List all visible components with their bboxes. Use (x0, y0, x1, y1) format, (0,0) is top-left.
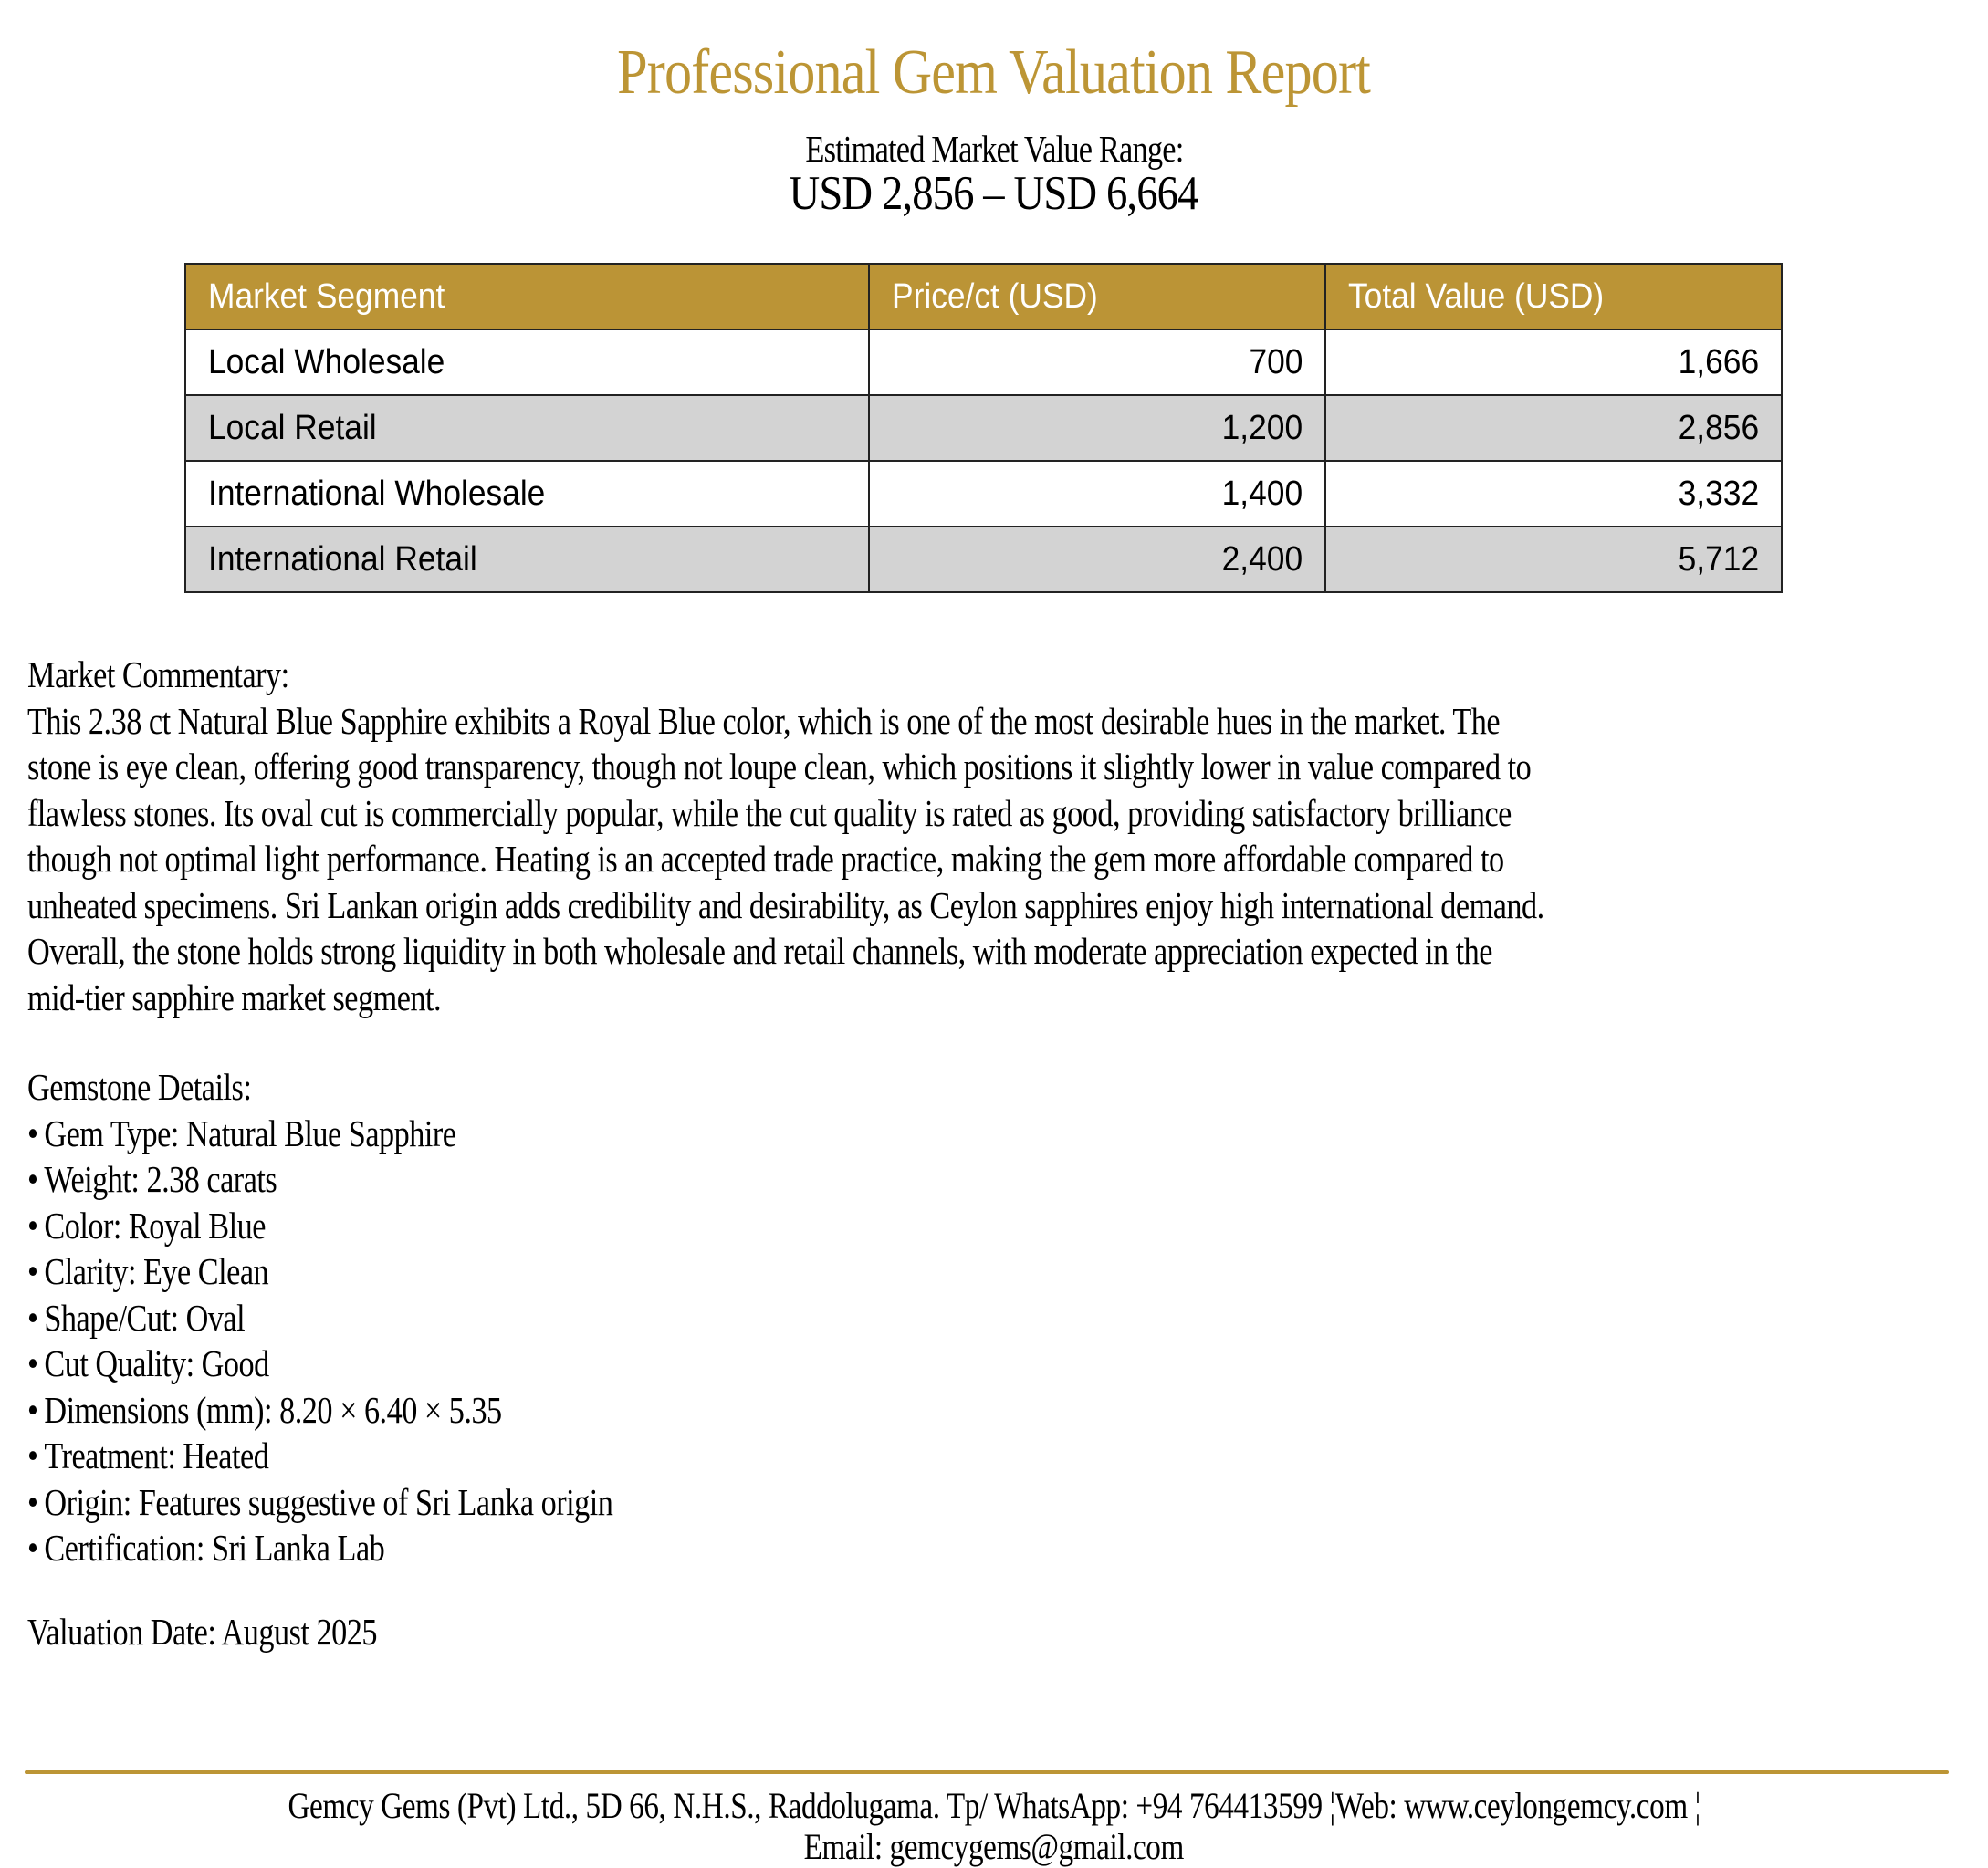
footer-contact-text: Gemcy Gems (Pvt) Ltd., 5D 66, N.H.S., Raddolugama. Tp/ WhatsApp: +94 764413599 ¦Web: www.ceylongemcy.com ¦ (288, 1785, 1700, 1826)
column-header-price (869, 264, 1325, 329)
price-text: 1,200 (1222, 408, 1303, 447)
total-text: 1,666 (1678, 342, 1759, 381)
valuation-date-text: Valuation Date: August 2025 (27, 1611, 377, 1653)
commentary-line: mid-tier sapphire market segment. (27, 976, 442, 1018)
price-cell (869, 329, 1325, 395)
commentary-line: unheated specimens. Sri Lankan origin adds credibility and desirability, as Ceylon sapphires enjoy high international demand. (27, 883, 1544, 926)
bullet-icon: • (27, 1158, 38, 1200)
value-range-label (0, 128, 1988, 170)
gemstone-details (27, 1064, 728, 1571)
commentary-line: Overall, the stone holds strong liquidity in both wholesale and retail channels, with moderate appreciation expected in the (27, 930, 1492, 972)
total-text: 2,856 (1678, 408, 1759, 447)
price-cell (869, 395, 1325, 461)
valuation-date (27, 1609, 446, 1655)
table-row (185, 461, 1782, 527)
detail-item (27, 1203, 612, 1249)
details-heading: Gemstone Details: (27, 1066, 252, 1108)
value-range (0, 167, 1988, 220)
table-header-row (185, 264, 1782, 329)
market-commentary (27, 652, 1844, 1020)
commentary-line: though not optimal light performance. Heating is an accepted trade practice, making the gem more affordable compared to (27, 838, 1504, 880)
price-text: 1,400 (1222, 474, 1303, 513)
segment-cell (185, 395, 869, 461)
report-title (0, 37, 1988, 110)
bullet-icon: • (27, 1111, 38, 1154)
segment-cell (185, 329, 869, 395)
table-row (185, 527, 1782, 592)
bullet-icon: • (27, 1342, 38, 1384)
value-range-text: USD 2,856 – USD 6,664 (790, 167, 1198, 220)
price-cell (869, 527, 1325, 592)
table-row (185, 395, 1782, 461)
footer-email-text: Email: gemcygems@gmail.com (803, 1826, 1185, 1867)
total-cell (1325, 329, 1782, 395)
report-title-text: Professional Gem Valuation Report (617, 37, 1371, 108)
footer-divider (25, 1770, 1949, 1774)
bullet-icon: • (27, 1480, 38, 1523)
total-text: 3,332 (1678, 474, 1759, 513)
segment-text: Local Retail (208, 408, 377, 447)
price-text: 2,400 (1222, 539, 1303, 579)
detail-item (27, 1433, 612, 1479)
column-header-text: Price/ct (USD) (892, 277, 1098, 316)
commentary-line: stone is eye clean, offering good transparency, though not loupe clean, which positions it slightly lower in value compared to (27, 746, 1532, 788)
column-header-text: Total Value (USD) (1348, 277, 1605, 316)
detail-text: Gem Type: Natural Blue Sapphire (44, 1111, 456, 1154)
detail-item (27, 1248, 612, 1295)
column-header-text: Market Segment (208, 277, 445, 316)
detail-item (27, 1479, 612, 1526)
detail-item (27, 1295, 612, 1341)
value-range-label-text: Estimated Market Value Range: (804, 128, 1183, 170)
segment-text: Local Wholesale (208, 342, 445, 381)
table-row (185, 329, 1782, 395)
price-cell (869, 461, 1325, 527)
detail-text: Color: Royal Blue (44, 1204, 266, 1247)
detail-item (27, 1341, 612, 1387)
segment-cell (185, 461, 869, 527)
detail-text: Weight: 2.38 carats (44, 1158, 277, 1200)
bullet-icon: • (27, 1204, 38, 1247)
detail-text: Clarity: Eye Clean (44, 1250, 269, 1292)
detail-item (27, 1387, 612, 1434)
detail-text: Treatment: Heated (44, 1435, 269, 1477)
bullet-icon: • (27, 1435, 38, 1477)
total-cell (1325, 461, 1782, 527)
segment-text: International Retail (208, 539, 477, 579)
price-text: 700 (1249, 342, 1303, 381)
column-header-segment (185, 264, 869, 329)
valuation-table (184, 263, 1783, 593)
bullet-icon: • (27, 1388, 38, 1431)
bullet-icon: • (27, 1527, 38, 1569)
detail-item (27, 1156, 612, 1203)
bullet-icon: • (27, 1296, 38, 1339)
detail-text: Shape/Cut: Oval (44, 1296, 246, 1339)
detail-item (27, 1111, 612, 1157)
detail-item (27, 1525, 612, 1571)
detail-text: Cut Quality: Good (44, 1342, 269, 1384)
detail-text: Dimensions (mm): 8.20 × 6.40 × 5.35 (44, 1388, 502, 1431)
total-cell (1325, 527, 1782, 592)
segment-cell (185, 527, 869, 592)
total-text: 5,712 (1678, 539, 1759, 579)
column-header-total (1325, 264, 1782, 329)
commentary-heading: Market Commentary: (27, 653, 289, 695)
detail-text: Origin: Features suggestive of Sri Lanka origin (44, 1480, 613, 1523)
total-cell (1325, 395, 1782, 461)
commentary-line: flawless stones. Its oval cut is commercially popular, while the cut quality is rated as good, providing satisfactory brilliance (27, 791, 1512, 834)
footer-email (0, 1826, 1988, 1868)
detail-text: Certification: Sri Lanka Lab (44, 1527, 385, 1569)
commentary-line: This 2.38 ct Natural Blue Sapphire exhibits a Royal Blue color, which is one of the most desirable hues in the market. The (27, 699, 1501, 742)
segment-text: International Wholesale (208, 474, 546, 513)
footer-contact (0, 1785, 1988, 1827)
bullet-icon: • (27, 1250, 38, 1292)
